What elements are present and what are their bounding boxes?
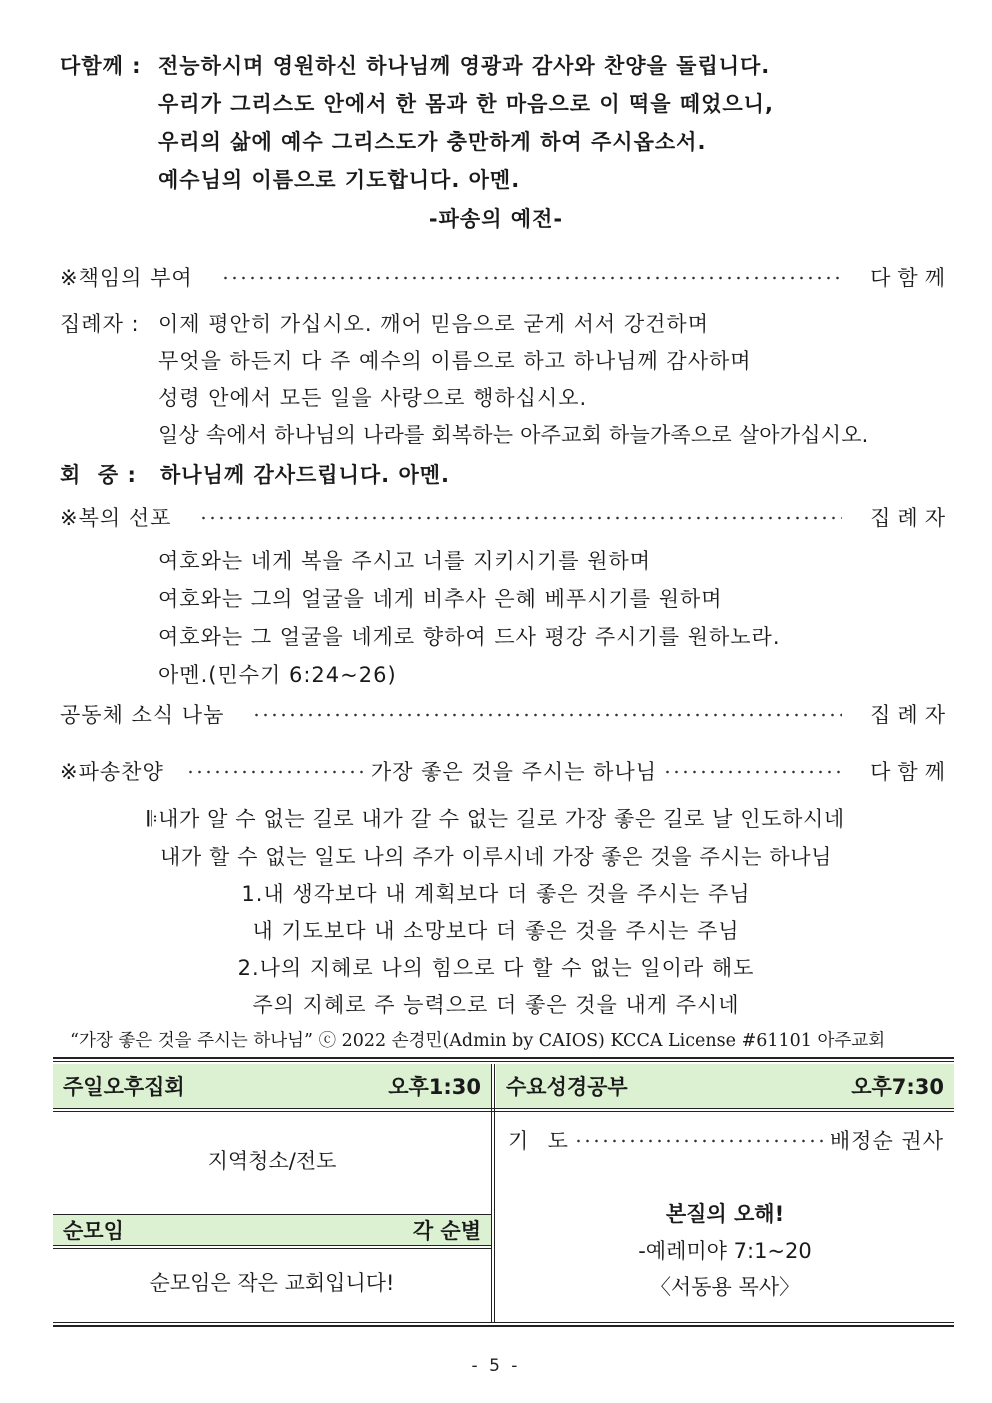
leader-line: 무엇을 하든지 다 주 예수의 이름으로 하고 하나님께 감사하며	[158, 349, 752, 373]
closing-prayer-line: 전능하시며 영원하신 하나님께 영광과 감사와 찬양을 돌립니다.	[158, 54, 771, 78]
commission-label: ※책임의 부여	[60, 266, 193, 290]
news-row	[60, 701, 952, 729]
group-title: 순모임	[63, 1219, 124, 1243]
section-title: -파송의 예전-	[428, 207, 564, 231]
blessing-row	[60, 504, 952, 532]
closing-prayer-speaker: 다함께 :	[60, 54, 142, 78]
hymn-lyric: 1.내 생각보다 내 계획보다 더 좋은 것을 주시는 주님	[241, 882, 751, 906]
dot-leader	[574, 1139, 828, 1143]
leader-line: 이제 평안히 가십시오. 깨어 믿음으로 굳게 서서 강건하며	[158, 312, 709, 336]
group-content: 순모임은 작은 교회입니다!	[149, 1271, 395, 1295]
hymn-lyric: 2.나의 지혜로 나의 힘으로 다 할 수 없는 일이라 해도	[237, 956, 755, 980]
closing-prayer-line: 우리의 삶에 예수 그리스도가 충만하게 하여 주시옵소서.	[158, 130, 707, 154]
sunday-header	[53, 1064, 491, 1108]
hymn-credit: “가장 좋은 것을 주시는 하나님” ⓒ 2022 손경민(Admin by CAIOS) KCCA License #61101 아주교회	[70, 1031, 886, 1051]
prayer-label: 기 도	[508, 1129, 570, 1153]
leader-line: 일상 속에서 하나님의 나라를 회복하는 아주교회 하늘가족으로 살아가십시오.	[158, 423, 869, 447]
table-border	[53, 1245, 491, 1246]
leader-speaker: 집례자 :	[60, 312, 140, 336]
hymn-row	[60, 758, 952, 786]
dot-leader	[663, 770, 842, 774]
leader-line: 성령 안에서 모든 일을 사랑으로 행하십시오.	[158, 386, 588, 410]
blessing-line: 여호와는 그의 얼굴을 네게 비추사 은혜 베푸시기를 원하며	[158, 587, 723, 611]
table-border	[53, 1322, 954, 1323]
group-note: 각 순별	[412, 1219, 481, 1243]
commission-row	[60, 264, 952, 292]
hymn-lyric: 𝄆내가 알 수 없는 길로 내가 갈 수 없는 길로 가장 좋은 길로 날 인도하시네	[147, 807, 845, 831]
group-header	[53, 1215, 491, 1245]
table-border	[53, 1057, 954, 1059]
congregation-line: 하나님께 감사드립니다. 아멘.	[160, 463, 451, 487]
closing-prayer-line: 예수님의 이름으로 기도합니다. 아멘.	[158, 168, 521, 192]
wednesday-time: 오후7:30	[851, 1075, 944, 1099]
scripture: -예레미야 7:1~20	[638, 1239, 812, 1263]
hymn-title: 가장 좋은 것을 주시는 하나님	[370, 760, 658, 784]
blessing-label: ※복의 선포	[60, 506, 172, 530]
sunday-content: 지역청소/전도	[207, 1149, 337, 1173]
hymn-lyric: 주의 지혜로 주 능력으로 더 좋은 것을 내게 주시네	[252, 993, 740, 1017]
table-border	[53, 1248, 491, 1249]
preacher: 〈서동용 목사〉	[649, 1275, 801, 1299]
wednesday-title: 수요성경공부	[506, 1075, 628, 1099]
blessing-line: 아멘.(민수기 6:24~26)	[158, 663, 397, 687]
table-divider	[494, 1064, 495, 1322]
news-label: 공동체 소식 나눔	[60, 703, 225, 727]
table-border	[53, 1108, 954, 1109]
wednesday-header	[496, 1064, 954, 1108]
dot-leader	[221, 276, 842, 280]
table-border	[53, 1325, 954, 1327]
table-border	[53, 1111, 954, 1112]
table-border	[53, 1061, 954, 1062]
sermon-title: 본질의 오해!	[665, 1202, 785, 1226]
hymn-label: ※파송찬양	[60, 760, 164, 784]
hymn-lyric: 내가 할 수 없는 일도 나의 주가 이루시네 가장 좋은 것을 주시는 하나님	[159, 845, 833, 869]
table-divider	[491, 1064, 492, 1322]
news-who: 집례자	[870, 703, 952, 727]
congregation-speaker: 회 중 :	[60, 463, 137, 487]
hymn-lyric: 내 기도보다 내 소망보다 더 좋은 것을 주시는 주님	[252, 919, 740, 943]
blessing-line: 여호와는 네게 복을 주시고 너를 지키시기를 원하며	[158, 549, 652, 573]
dot-leader	[186, 770, 365, 774]
sunday-time: 오후1:30	[388, 1075, 481, 1099]
page-number: - 5 -	[471, 1356, 521, 1376]
wednesday-prayer-row	[508, 1127, 944, 1155]
blessing-line: 여호와는 그 얼굴을 네게로 향하여 드사 평강 주시기를 원하노라.	[158, 625, 781, 649]
dot-leader	[252, 713, 842, 717]
closing-prayer-line: 우리가 그리스도 안에서 한 몸과 한 마음으로 이 떡을 떼었으니,	[158, 92, 774, 116]
commission-who: 다함께	[870, 266, 952, 290]
prayer-person: 배정순 권사	[829, 1129, 944, 1153]
hymn-who: 다함께	[870, 760, 952, 784]
sunday-title: 주일오후집회	[63, 1075, 185, 1099]
dot-leader	[199, 516, 842, 520]
schedule-table	[53, 1057, 954, 1327]
blessing-who: 집례자	[870, 506, 952, 530]
